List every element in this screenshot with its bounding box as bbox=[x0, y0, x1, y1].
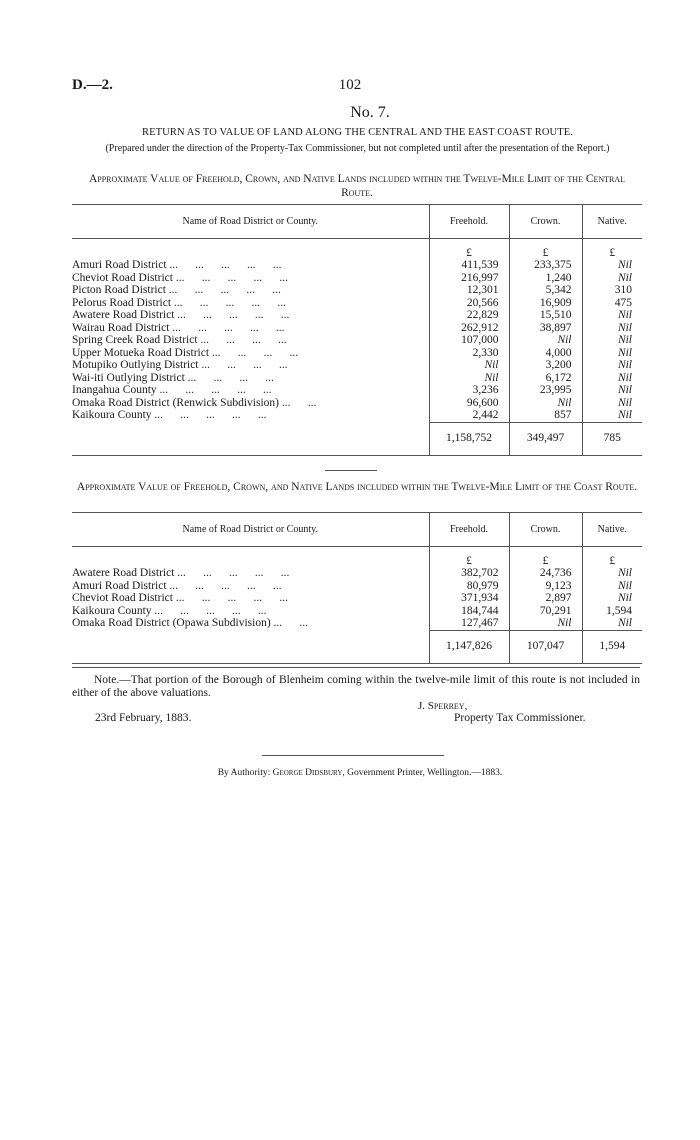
column-header-name: Name of Road District or County. bbox=[72, 205, 429, 239]
native-value: Nil bbox=[582, 272, 642, 285]
column-header-native: Native. bbox=[582, 205, 642, 239]
table-row bbox=[72, 580, 642, 593]
note-divider bbox=[72, 667, 640, 668]
leader-dots: ... ... ... ... bbox=[211, 346, 299, 359]
crown-value: 24,736 bbox=[509, 567, 582, 580]
table-row bbox=[72, 384, 642, 397]
table-row bbox=[72, 259, 642, 272]
native-value: 1,594 bbox=[582, 605, 642, 618]
district-name-cell bbox=[72, 397, 429, 410]
table-row bbox=[72, 284, 642, 297]
unit-native: £ bbox=[582, 239, 642, 260]
freehold-value: 2,442 bbox=[429, 409, 509, 422]
table-row bbox=[72, 322, 642, 335]
crown-value: 1,240 bbox=[509, 272, 582, 285]
table-row bbox=[72, 592, 642, 605]
freehold-value: 12,301 bbox=[429, 284, 509, 297]
printer-name: George Didsbury bbox=[272, 768, 343, 778]
crown-value: 9,123 bbox=[509, 580, 582, 593]
crown-value: 3,200 bbox=[509, 359, 582, 372]
table-row bbox=[72, 409, 642, 422]
crown-value: Nil bbox=[509, 397, 582, 410]
district-name: Wai-iti Outlying District bbox=[72, 371, 185, 384]
district-name-cell bbox=[72, 592, 429, 605]
column-header-crown: Crown. bbox=[509, 205, 582, 239]
totals-row bbox=[72, 630, 642, 663]
native-value: Nil bbox=[582, 309, 642, 322]
district-name: Awatere Road District bbox=[72, 309, 175, 321]
leader-dots: ... ... ... ... bbox=[187, 371, 274, 384]
district-name-cell bbox=[72, 617, 429, 630]
district-name-cell bbox=[72, 372, 429, 385]
crown-value: 70,291 bbox=[509, 605, 582, 618]
district-name-cell bbox=[72, 284, 429, 297]
table-header-row bbox=[72, 205, 642, 239]
crown-value: 233,375 bbox=[509, 259, 582, 272]
total-native: 1,594 bbox=[582, 630, 642, 663]
return-number: No. 7. bbox=[350, 104, 390, 121]
leader-dots: ... ... ... ... ... bbox=[159, 384, 272, 396]
district-name-cell bbox=[72, 567, 429, 580]
freehold-value: 127,467 bbox=[429, 617, 509, 630]
unit-row bbox=[72, 239, 642, 260]
freehold-value: Nil bbox=[429, 372, 509, 385]
signature-date: 23rd February, 1883. bbox=[95, 712, 192, 724]
unit-freehold: £ bbox=[429, 547, 509, 568]
total-crown: 349,497 bbox=[509, 422, 582, 455]
totals-row bbox=[72, 422, 642, 455]
leader-dots: ... ... ... ... ... bbox=[154, 409, 267, 422]
district-name-cell bbox=[72, 580, 429, 593]
district-name: Amuri Road District bbox=[72, 259, 167, 271]
column-header-crown: Crown. bbox=[509, 513, 582, 547]
district-name: Inangahua County bbox=[72, 384, 157, 396]
document-code: D.—2. bbox=[72, 77, 113, 93]
native-value: Nil bbox=[582, 322, 642, 335]
leader-dots: ... ... bbox=[273, 617, 309, 630]
district-name: Kaikoura County bbox=[72, 409, 152, 422]
unit-freehold: £ bbox=[429, 239, 509, 260]
district-name: Kaikoura County bbox=[72, 604, 152, 617]
table-row bbox=[72, 334, 642, 347]
district-name-cell bbox=[72, 272, 429, 285]
table-row bbox=[72, 617, 642, 630]
district-name-cell bbox=[72, 605, 429, 618]
freehold-value: 96,600 bbox=[429, 397, 509, 410]
leader-dots: ... ... ... ... ... bbox=[154, 604, 267, 617]
freehold-value: 411,539 bbox=[429, 259, 509, 272]
total-crown: 107,047 bbox=[509, 630, 582, 663]
leader-dots: ... ... ... ... ... bbox=[175, 592, 288, 604]
signatory-name: J. Sperrey, bbox=[418, 700, 468, 712]
native-value: 310 bbox=[582, 284, 642, 297]
central-route-title: Approximate Value of Freehold, Crown, and Native Lands included within the Twelve-Mile Limit of the Central Route. bbox=[88, 173, 626, 199]
table-row bbox=[72, 397, 642, 410]
return-title: RETURN AS TO VALUE OF LAND ALONG THE CENTRAL AND THE EAST COAST ROUTE. bbox=[142, 127, 573, 138]
crown-value: 857 bbox=[509, 409, 582, 422]
signatory-title: Property Tax Commissioner. bbox=[454, 712, 586, 724]
district-name-cell bbox=[72, 259, 429, 272]
prepared-note: (Prepared under the direction of the Property-Tax Commissioner, but not completed until after the presentation of the Report.) bbox=[105, 143, 610, 154]
table-row bbox=[72, 309, 642, 322]
leader-dots: ... ... ... ... ... bbox=[175, 271, 288, 284]
crown-value: 38,897 bbox=[509, 322, 582, 335]
crown-value: 6,172 bbox=[509, 372, 582, 385]
coast-route-table bbox=[72, 512, 642, 664]
district-name: Cheviot Road District bbox=[72, 592, 173, 604]
district-name: Amuri Road District bbox=[72, 579, 167, 592]
native-value: Nil bbox=[582, 617, 642, 630]
unit-native: £ bbox=[582, 547, 642, 568]
native-value: Nil bbox=[582, 334, 642, 347]
native-value: 475 bbox=[582, 297, 642, 310]
district-name: Upper Motueka Road District bbox=[72, 346, 210, 359]
freehold-value: 22,829 bbox=[429, 309, 509, 322]
central-route-table bbox=[72, 204, 642, 456]
total-freehold: 1,147,826 bbox=[429, 630, 509, 663]
native-value: Nil bbox=[582, 580, 642, 593]
note-text: Note.—That portion of the Borough of Blenheim coming within the twelve-mile limit of this route is not included in either of the above valuations. bbox=[72, 674, 640, 699]
total-native: 785 bbox=[582, 422, 642, 455]
column-header-freehold: Freehold. bbox=[429, 513, 509, 547]
freehold-value: 3,236 bbox=[429, 384, 509, 397]
native-value: Nil bbox=[582, 259, 642, 272]
table-row bbox=[72, 359, 642, 372]
native-value: Nil bbox=[582, 592, 642, 605]
native-value: Nil bbox=[582, 372, 642, 385]
table-row bbox=[72, 272, 642, 285]
district-name: Cheviot Road District bbox=[72, 271, 173, 284]
leader-dots: ... ... ... ... ... bbox=[168, 284, 281, 296]
crown-value: Nil bbox=[509, 334, 582, 347]
crown-value: Nil bbox=[509, 617, 582, 630]
table-row bbox=[72, 605, 642, 618]
table-row bbox=[72, 297, 642, 310]
freehold-value: 107,000 bbox=[429, 334, 509, 347]
freehold-value: 382,702 bbox=[429, 567, 509, 580]
column-header-name: Name of Road District or County. bbox=[72, 513, 429, 547]
leader-dots: ... ... ... ... bbox=[200, 334, 287, 346]
printer-imprint bbox=[0, 768, 700, 778]
freehold-value: 80,979 bbox=[429, 580, 509, 593]
freehold-value: Nil bbox=[429, 359, 509, 372]
district-name: Omaka Road District (Renwick Subdivision) bbox=[72, 396, 279, 409]
native-value: Nil bbox=[582, 359, 642, 372]
district-name-cell bbox=[72, 347, 429, 360]
table-row bbox=[72, 372, 642, 385]
crown-value: 23,995 bbox=[509, 384, 582, 397]
unit-row bbox=[72, 547, 642, 568]
crown-value: 2,897 bbox=[509, 592, 582, 605]
district-name: Motupiko Outlying District bbox=[72, 359, 199, 371]
page-number: 102 bbox=[338, 77, 362, 93]
crown-value: 15,510 bbox=[509, 309, 582, 322]
leader-dots: ... ... ... ... ... bbox=[169, 259, 282, 271]
leader-dots: ... ... ... ... ... bbox=[172, 321, 285, 334]
freehold-value: 262,912 bbox=[429, 322, 509, 335]
imprint-prefix: By Authority: bbox=[217, 768, 273, 778]
district-name: Pelorus Road District bbox=[72, 296, 172, 309]
table-row bbox=[72, 567, 642, 580]
coast-route-title: Approximate Value of Freehold, Crown, and Native Lands included within the Twelve-Mile Limit of the Coast Route. bbox=[76, 481, 638, 493]
leader-dots: ... ... ... ... bbox=[201, 359, 288, 371]
district-name: Omaka Road District (Opawa Subdivision) bbox=[72, 617, 271, 630]
freehold-value: 2,330 bbox=[429, 347, 509, 360]
native-value: Nil bbox=[582, 384, 642, 397]
freehold-value: 20,566 bbox=[429, 297, 509, 310]
native-value: Nil bbox=[582, 567, 642, 580]
district-name-cell bbox=[72, 297, 429, 310]
total-freehold: 1,158,752 bbox=[429, 422, 509, 455]
freehold-value: 184,744 bbox=[429, 605, 509, 618]
leader-dots: ... ... ... ... ... bbox=[169, 579, 282, 592]
district-name-cell bbox=[72, 309, 429, 322]
section-divider bbox=[325, 470, 377, 471]
imprint-divider bbox=[262, 755, 444, 756]
district-name-cell bbox=[72, 409, 429, 422]
district-name: Picton Road District bbox=[72, 284, 166, 296]
unit-crown: £ bbox=[509, 239, 582, 260]
crown-value: 16,909 bbox=[509, 297, 582, 310]
district-name: Awatere Road District bbox=[72, 567, 175, 579]
crown-value: 5,342 bbox=[509, 284, 582, 297]
district-name: Wairau Road District bbox=[72, 321, 170, 334]
leader-dots: ... ... bbox=[281, 396, 317, 409]
imprint-suffix: , Government Printer, Wellington.—1883. bbox=[342, 768, 503, 778]
column-header-native: Native. bbox=[582, 513, 642, 547]
column-header-freehold: Freehold. bbox=[429, 205, 509, 239]
freehold-value: 371,934 bbox=[429, 592, 509, 605]
district-name-cell bbox=[72, 322, 429, 335]
district-name: Spring Creek Road District bbox=[72, 334, 198, 346]
unit-crown: £ bbox=[509, 547, 582, 568]
table-row bbox=[72, 347, 642, 360]
district-name-cell bbox=[72, 384, 429, 397]
native-value: Nil bbox=[582, 347, 642, 360]
native-value: Nil bbox=[582, 397, 642, 410]
freehold-value: 216,997 bbox=[429, 272, 509, 285]
leader-dots: ... ... ... ... ... bbox=[177, 309, 290, 321]
leader-dots: ... ... ... ... ... bbox=[177, 567, 290, 579]
native-value: Nil bbox=[582, 409, 642, 422]
district-name-cell bbox=[72, 359, 429, 372]
district-name-cell bbox=[72, 334, 429, 347]
leader-dots: ... ... ... ... ... bbox=[173, 296, 287, 309]
table-header-row bbox=[72, 513, 642, 547]
crown-value: 4,000 bbox=[509, 347, 582, 360]
